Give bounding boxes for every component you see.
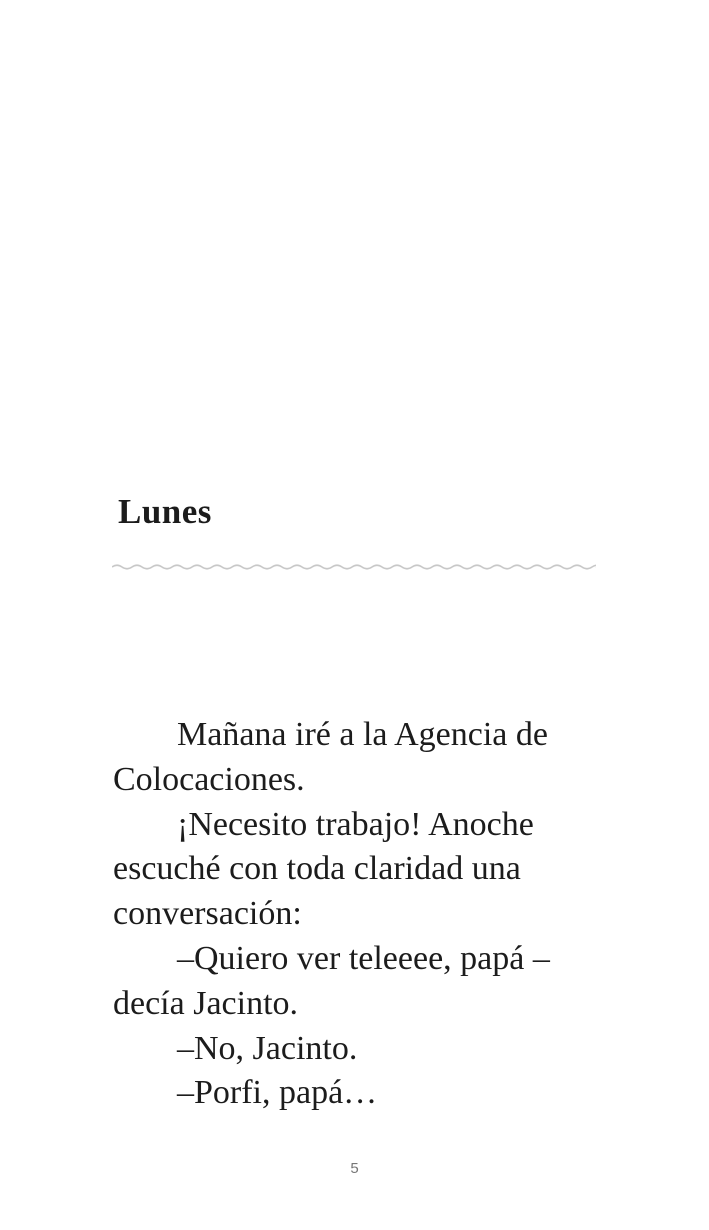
body-text <box>113 713 593 1116</box>
dialogue-line: –No, Jacinto. <box>177 1029 358 1067</box>
wave-divider <box>112 560 596 574</box>
dialogue-line: –Quiero ver teleeee, papá –decía Jacinto. <box>113 939 550 1022</box>
page-number: 5 <box>350 1160 359 1177</box>
chapter-title: Lunes <box>118 492 212 531</box>
paragraph: ¡Necesito trabajo! Anoche escuché con toda claridad una conversación: <box>113 805 534 933</box>
paragraph: Mañana iré a la Agencia de Colocaciones. <box>113 716 548 798</box>
dialogue-line: –Porfi, papá… <box>177 1074 378 1112</box>
wave-line <box>112 565 596 569</box>
